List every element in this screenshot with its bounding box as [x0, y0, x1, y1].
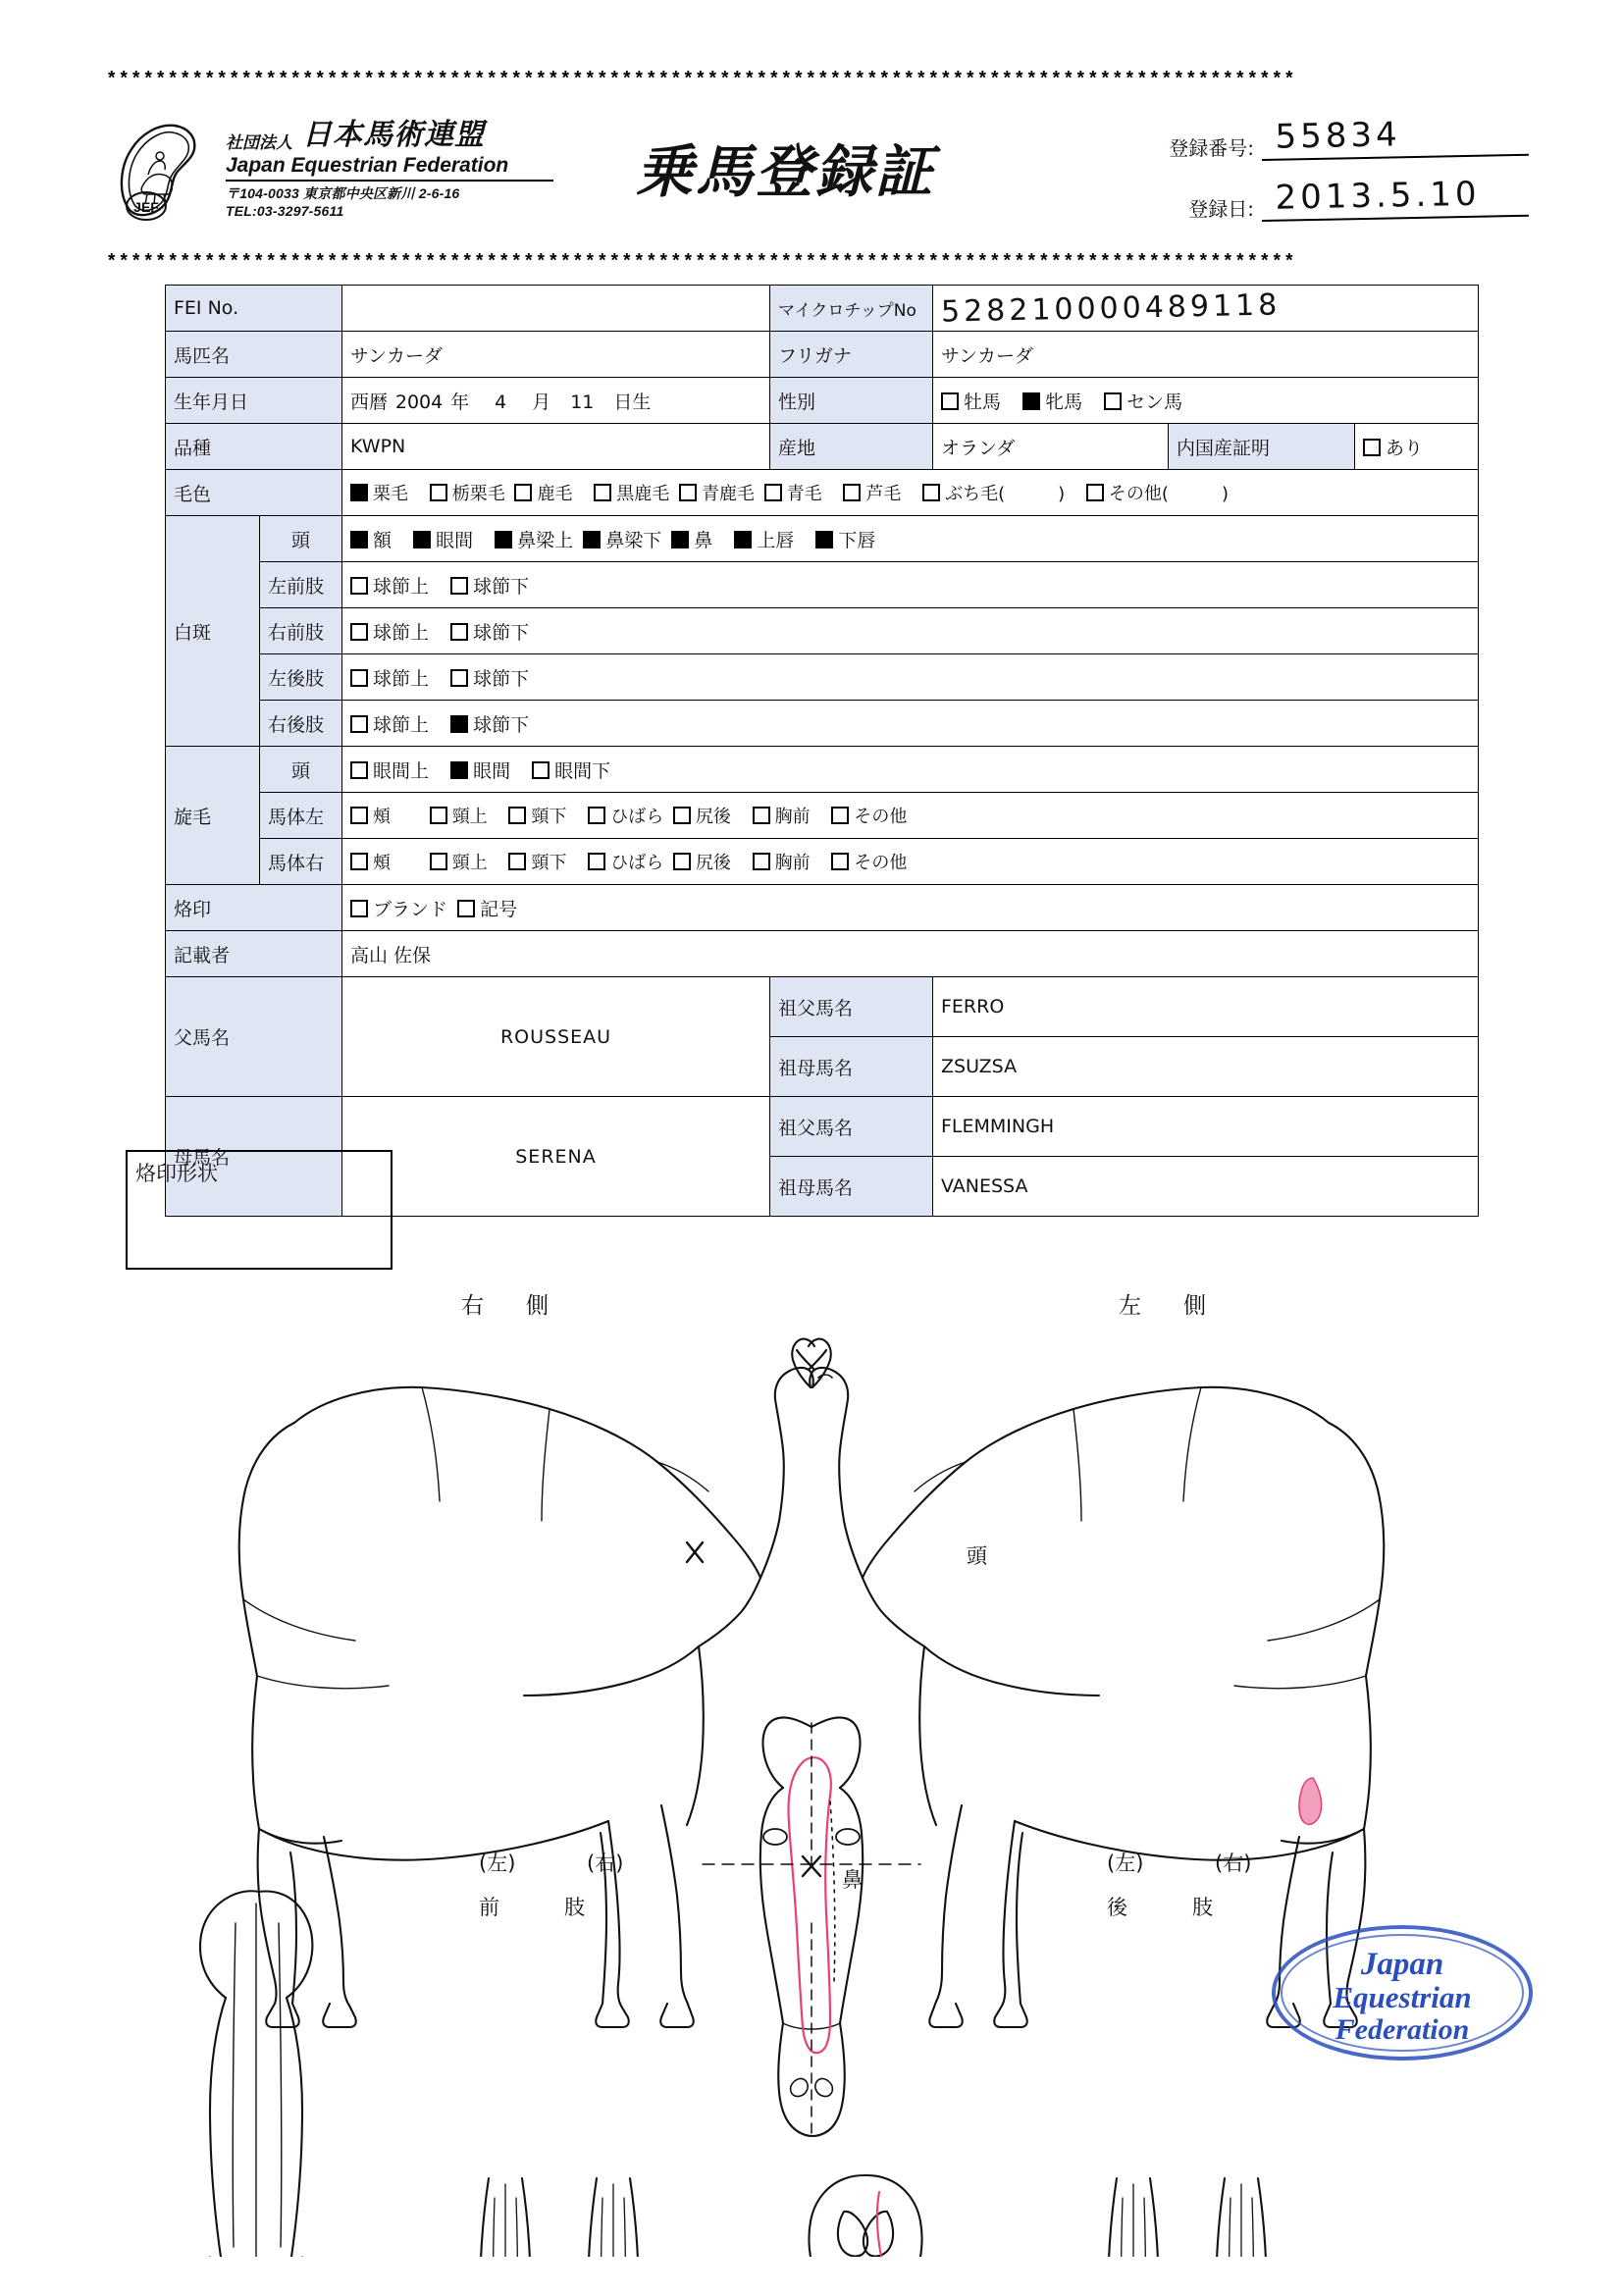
checkbox-whorl-b1-4[interactable]	[673, 853, 691, 870]
coat-option-2-label: 鹿毛	[537, 484, 573, 504]
horse-right-side-view	[239, 1339, 831, 2027]
domestic-checkbox-wrap[interactable]	[1363, 434, 1423, 460]
markings-label: 白斑	[166, 516, 260, 747]
whorl-body-0-opt-6-label: その他	[854, 807, 908, 827]
coat-option-0[interactable]	[350, 480, 408, 505]
checkbox-whorl-b0-3[interactable]	[588, 807, 605, 824]
whorl-body-1-opt-1[interactable]	[430, 849, 488, 874]
marking-head-1[interactable]	[413, 526, 473, 552]
table-row-birth	[166, 378, 1479, 424]
marking-limb-2-opt-0[interactable]	[350, 664, 429, 691]
whorl-body-1-label: 馬体右	[260, 839, 342, 885]
org-legal-form: 社団法人	[226, 133, 292, 153]
sire-value[interactable]: ROUSSEAU	[342, 977, 770, 1097]
horse-name-label: 馬匹名	[166, 332, 342, 378]
checkbox-whorl-head-2[interactable]	[532, 761, 550, 779]
table-row-marking-limb-3	[166, 701, 1479, 747]
microchip-value[interactable]	[933, 286, 1479, 332]
nose-label: 鼻	[842, 1868, 863, 1892]
coat-option-8-label: その他( )	[1108, 484, 1229, 504]
table-row-markings-head	[166, 516, 1479, 562]
marking-limb-3-label: 右後肢	[260, 701, 342, 747]
marking-limb-3-opt-0[interactable]	[350, 710, 429, 737]
table-row-whorl-body-1	[166, 839, 1479, 885]
coat-label: 毛色	[166, 470, 342, 516]
jef-official-stamp	[1272, 1925, 1533, 2061]
whorl-body-0-opt-1[interactable]	[430, 803, 488, 828]
marking-limb-0-opt-0[interactable]	[350, 572, 429, 599]
top-star-rule: *************************************************************************************************	[106, 71, 1296, 89]
sex-options[interactable]	[933, 378, 1479, 424]
marking-limb-1-options[interactable]	[342, 608, 1479, 654]
furigana-value[interactable]: サンカーダ	[933, 332, 1479, 378]
brand-option-0-label: ブランド	[373, 898, 448, 920]
checkbox-marking-head-1[interactable]	[413, 531, 431, 548]
checkbox-marking-head-4[interactable]	[671, 531, 689, 548]
checkbox-whorl-head-0[interactable]	[350, 761, 368, 779]
whorl-body-0-opt-1-label: 頸上	[451, 807, 488, 827]
table-row-recorder	[166, 931, 1479, 977]
whorl-head-2-label: 眼間下	[554, 759, 611, 782]
org-name-jp: 日本馬術連盟	[302, 118, 485, 152]
left-side-label: 左 側	[1119, 1293, 1216, 1319]
coat-option-5[interactable]	[764, 480, 822, 505]
org-address: 〒104-0033 東京都中央区新川 2-6-16	[226, 185, 460, 201]
sex-option-2[interactable]	[1104, 388, 1182, 414]
whorl-body-0-opt-3-label: ひばら	[610, 807, 664, 827]
right-side-label: 右 側	[461, 1293, 558, 1319]
registration-info	[1117, 115, 1529, 239]
horse-head-front-view	[703, 1717, 920, 2139]
hind-leg-marking	[1299, 1778, 1322, 1824]
brand-option-1[interactable]	[457, 895, 517, 921]
whorl-head-2[interactable]	[532, 757, 610, 783]
whorl-label: 旋毛	[166, 747, 260, 885]
table-row-whorl-body-0	[166, 793, 1479, 839]
whorl-body-1-opt-0-label: 頰	[373, 853, 391, 873]
whorl-body-1-opt-3[interactable]	[588, 849, 663, 874]
marking-limb-1-opt-1[interactable]	[450, 618, 529, 645]
coat-option-3-label: 黒鹿毛	[616, 484, 670, 504]
whorl-body-0-opt-6[interactable]	[831, 803, 907, 828]
registration-number-value: 55834	[1261, 113, 1529, 161]
whorl-body-0-label: 馬体左	[260, 793, 342, 839]
horse-left-side-view	[792, 1339, 1384, 2027]
breed-label: 品種	[166, 424, 342, 470]
marking-limb-0-opt-1-label: 球節下	[473, 575, 530, 598]
table-row-coat	[166, 470, 1479, 516]
stamp-line-3: Federation	[1335, 2013, 1470, 2046]
whorl-body-0-options[interactable]	[342, 793, 1479, 839]
coat-option-0-label: 栗毛	[373, 484, 408, 504]
whorl-head-options[interactable]	[342, 747, 1479, 793]
sire-grandsire-label: 祖父馬名	[770, 977, 933, 1037]
checkbox-whorl-b0-5[interactable]	[753, 807, 770, 824]
microchip-handwritten: 528210000489118	[940, 287, 1282, 330]
whorl-body-0-opt-5[interactable]	[753, 803, 811, 828]
table-row-marking-limb-1	[166, 608, 1479, 654]
checkbox-sex-1[interactable]	[1022, 392, 1040, 410]
checkbox-whorl-b1-6[interactable]	[831, 853, 849, 870]
marking-limb-0-opt-1[interactable]	[450, 572, 529, 599]
marking-limb-1-opt-1-label: 球節下	[473, 621, 530, 644]
birth-month: 4	[495, 391, 507, 413]
marking-head-2[interactable]	[495, 526, 573, 552]
checkbox-brand-0[interactable]	[350, 900, 368, 917]
org-name-en: Japan Equestrian Federation	[226, 154, 509, 177]
checkbox-whorl-head-1[interactable]	[450, 761, 468, 779]
recorder-value[interactable]: 高山 佐保	[342, 931, 1479, 977]
marking-limb-3-opt-1[interactable]	[450, 710, 529, 737]
furigana-label: フリガナ	[770, 332, 933, 378]
fei-label: FEI No.	[166, 286, 342, 332]
checkbox-whorl-b0-1[interactable]	[430, 807, 447, 824]
whorl-head-1-label: 眼間	[473, 759, 511, 782]
checkbox-domestic[interactable]	[1363, 439, 1381, 456]
horse-diagram-area	[0, 1177, 1623, 2257]
table-row-sire-grandsire	[166, 977, 1479, 1037]
table-row-marking-limb-0	[166, 562, 1479, 608]
dam-granddam-value[interactable]: VANESSA	[933, 1157, 1479, 1217]
markings-head-options[interactable]	[342, 516, 1479, 562]
whorl-head-0-label: 眼間上	[373, 759, 430, 782]
sex-option-0[interactable]	[941, 388, 1001, 414]
whorl-head-label: 頭	[260, 747, 342, 793]
whorl-body-1-opt-5-label: 胸前	[774, 853, 811, 873]
marking-head-1-label: 眼間	[436, 529, 474, 551]
brand-shape-label: 烙印形状	[135, 1162, 218, 1185]
brand-options[interactable]	[342, 885, 1479, 931]
coat-option-5-label: 青毛	[786, 484, 822, 504]
checkbox-limb-1-0[interactable]	[350, 623, 368, 641]
limb-diagrams	[480, 2175, 1266, 2257]
marking-head-4-label: 鼻	[694, 529, 713, 551]
marking-limb-3-options[interactable]	[342, 701, 1479, 747]
sex-label: 性別	[770, 378, 933, 424]
checkbox-whorl-b0-6[interactable]	[831, 807, 849, 824]
fore-right-label: (右)	[587, 1852, 624, 1875]
checkbox-whorl-b0-0[interactable]	[350, 807, 368, 824]
coat-option-4[interactable]	[679, 480, 755, 505]
table-row-dam-grandsire	[166, 1097, 1479, 1157]
checkbox-sex-0[interactable]	[941, 392, 959, 410]
recorder-label: 記載者	[166, 931, 342, 977]
coat-option-6-label: 芦毛	[865, 484, 902, 504]
sex-option-1-label: 牝馬	[1045, 391, 1083, 413]
whorl-head-0[interactable]	[350, 757, 429, 783]
whorl-body-1-opt-3-label: ひばら	[610, 853, 664, 873]
whorl-body-0-opt-3[interactable]	[588, 803, 663, 828]
coat-option-7-label: ぶち毛( )	[945, 484, 1066, 504]
whorl-body-1-opt-5[interactable]	[753, 849, 811, 874]
whorl-body-0-opt-0[interactable]	[350, 803, 391, 828]
checkbox-coat-1[interactable]	[430, 484, 447, 501]
table-row-marking-limb-2	[166, 654, 1479, 701]
foreleg-label: 前 肢	[479, 1896, 593, 1919]
registration-number-row	[1117, 115, 1529, 161]
registration-table	[165, 285, 1479, 1217]
checkbox-coat-3[interactable]	[594, 484, 611, 501]
hindleg-label: 後 肢	[1107, 1896, 1221, 1919]
sex-option-1[interactable]	[1022, 388, 1082, 414]
coat-option-1[interactable]	[430, 480, 505, 505]
marking-limb-3-opt-0-label: 球節上	[373, 713, 430, 736]
checkbox-coat-2[interactable]	[514, 484, 532, 501]
marking-head-5[interactable]	[734, 526, 794, 552]
checkbox-marking-head-5[interactable]	[734, 531, 752, 548]
coat-option-6[interactable]	[843, 480, 901, 505]
markings-head-label: 頭	[260, 516, 342, 562]
stamp-line-2: Equestrian	[1333, 1980, 1472, 2014]
coat-option-2[interactable]	[514, 480, 572, 505]
birth-year-unit: 年	[450, 391, 470, 413]
whorl-body-1-options[interactable]	[342, 839, 1479, 885]
birth-month-unit: 月	[532, 391, 551, 413]
checkbox-sex-2[interactable]	[1104, 392, 1122, 410]
checkbox-coat-4[interactable]	[679, 484, 697, 501]
coat-option-1-label: 栃栗毛	[451, 484, 505, 504]
marking-limb-2-label: 左後肢	[260, 654, 342, 701]
horse-name-value[interactable]: サンカーダ	[342, 332, 770, 378]
whorl-body-1-opt-2[interactable]	[508, 849, 566, 874]
whorl-body-0-opt-2-label: 頸下	[531, 807, 567, 827]
registration-date-value: 2013.5.10	[1261, 174, 1529, 222]
checkbox-whorl-b1-3[interactable]	[588, 853, 605, 870]
checkbox-marking-head-6[interactable]	[815, 531, 833, 548]
brand-option-1-label: 記号	[480, 898, 518, 920]
checkbox-limb-2-1[interactable]	[450, 669, 468, 687]
checkbox-whorl-b1-1[interactable]	[430, 853, 447, 870]
birth-year: 2004	[394, 391, 444, 413]
domestic-option-label: あり	[1386, 437, 1424, 459]
whorl-body-1-opt-4[interactable]	[673, 849, 731, 874]
table-row-fei	[166, 286, 1479, 332]
birth-day: 11	[570, 391, 595, 413]
org-telephone: TEL:03-3297-5611	[226, 203, 344, 219]
coat-option-8[interactable]	[1086, 480, 1229, 505]
coat-option-7[interactable]	[922, 480, 1065, 505]
marking-limb-3-opt-1-label: 球節下	[473, 713, 530, 736]
marking-head-0[interactable]	[350, 526, 392, 552]
marking-head-3-label: 鼻梁下	[605, 529, 662, 551]
checkbox-whorl-b1-5[interactable]	[753, 853, 770, 870]
checkbox-marking-head-2[interactable]	[495, 531, 512, 548]
dam-grandsire-label: 祖父馬名	[770, 1097, 933, 1157]
domestic-label: 内国産証明	[1169, 424, 1355, 470]
origin-value[interactable]: オランダ	[933, 424, 1169, 470]
registration-date-row	[1117, 174, 1529, 222]
checkbox-limb-0-1[interactable]	[450, 577, 468, 595]
marking-head-5-label: 上唇	[757, 529, 795, 551]
birth-day-unit: 日生	[613, 391, 652, 413]
whorl-head-1[interactable]	[450, 757, 510, 783]
whorl-body-0-opt-2[interactable]	[508, 803, 566, 828]
coat-option-3[interactable]	[594, 480, 669, 505]
table-row-brand	[166, 885, 1479, 931]
registration-number-label: 登録番号:	[1169, 136, 1254, 160]
domestic-option[interactable]	[1355, 424, 1479, 470]
head-label: 頭	[967, 1544, 987, 1568]
marking-limb-0-opt-0-label: 球節上	[373, 575, 430, 598]
checkbox-coat-5[interactable]	[764, 484, 782, 501]
svg-text:JEF: JEF	[133, 199, 159, 215]
checkbox-marking-head-0[interactable]	[350, 531, 368, 548]
marking-limb-1-opt-0-label: 球節上	[373, 621, 430, 644]
origin-label: 産地	[770, 424, 933, 470]
checkbox-coat-7[interactable]	[922, 484, 940, 501]
checkbox-coat-0[interactable]	[350, 484, 368, 501]
dam-value[interactable]: SERENA	[342, 1097, 770, 1217]
marking-limb-1-opt-0[interactable]	[350, 618, 429, 645]
dam-label: 母馬名	[166, 1097, 342, 1217]
jef-logo-icon	[116, 116, 210, 224]
checkbox-coat-8[interactable]	[1086, 484, 1104, 501]
horse-outline-drawing	[0, 1177, 1623, 2257]
checkbox-limb-2-0[interactable]	[350, 669, 368, 687]
dam-granddam-label: 祖母馬名	[770, 1157, 933, 1217]
whorl-body-1-opt-0[interactable]	[350, 849, 391, 874]
marking-limb-2-opt-0-label: 球節上	[373, 667, 430, 690]
whorl-body-0-opt-5-label: 胸前	[774, 807, 811, 827]
checkbox-whorl-b0-2[interactable]	[508, 807, 526, 824]
checkbox-whorl-b1-2[interactable]	[508, 853, 526, 870]
coat-option-4-label: 青鹿毛	[701, 484, 755, 504]
whorl-body-1-opt-6-label: その他	[854, 853, 908, 873]
marking-limb-0-options[interactable]	[342, 562, 1479, 608]
table-row-horse-name	[166, 332, 1479, 378]
sire-label: 父馬名	[166, 977, 342, 1097]
checkbox-brand-1[interactable]	[457, 900, 475, 917]
whorl-body-1-opt-1-label: 頸上	[451, 853, 488, 873]
whorl-body-1-opt-4-label: 尻後	[695, 853, 731, 873]
marking-head-2-label: 鼻梁上	[517, 529, 574, 551]
document-header	[106, 108, 1529, 235]
marking-head-6-label: 下唇	[838, 529, 876, 551]
checkbox-whorl-b0-4[interactable]	[673, 807, 691, 824]
whorl-body-1-opt-6[interactable]	[831, 849, 907, 874]
marking-limb-2-opt-1-label: 球節下	[473, 667, 530, 690]
stamp-line-1: Japan	[1360, 1947, 1444, 1982]
marking-limb-0-label: 左前肢	[260, 562, 342, 608]
microchip-label: マイクロチップNo	[770, 286, 933, 332]
table-row-breed	[166, 424, 1479, 470]
hind-left-label: (左)	[1107, 1852, 1144, 1875]
birth-label: 生年月日	[166, 378, 342, 424]
marking-limb-2-options[interactable]	[342, 654, 1479, 701]
checkbox-limb-3-0[interactable]	[350, 715, 368, 733]
checkbox-coat-6[interactable]	[843, 484, 861, 501]
document-title: 乗馬登録証	[636, 138, 936, 205]
birth-era: 西暦	[350, 391, 389, 413]
marking-head-3[interactable]	[583, 526, 661, 552]
checkbox-whorl-b1-0[interactable]	[350, 853, 368, 870]
birth-value[interactable]	[342, 378, 770, 424]
checkbox-limb-1-1[interactable]	[450, 623, 468, 641]
sire-grandsire-value[interactable]: FERRO	[933, 977, 1479, 1037]
sex-option-2-label: セン馬	[1126, 391, 1183, 413]
marking-head-4[interactable]	[671, 526, 712, 552]
registration-date-label: 登録日:	[1188, 197, 1254, 221]
sex-option-0-label: 牡馬	[964, 391, 1002, 413]
whorl-body-0-opt-4[interactable]	[673, 803, 731, 828]
sire-granddam-value[interactable]: ZSUZSA	[933, 1037, 1479, 1097]
table-row-whorl-head	[166, 747, 1479, 793]
breed-value[interactable]: KWPN	[342, 424, 770, 470]
checkbox-marking-head-3[interactable]	[583, 531, 601, 548]
checkbox-limb-3-1[interactable]	[450, 715, 468, 733]
brand-option-0[interactable]	[350, 895, 447, 921]
fei-value[interactable]	[342, 286, 770, 332]
bottom-star-rule: *************************************************************************************************	[106, 253, 1296, 272]
whorl-body-0-opt-4-label: 尻後	[695, 807, 731, 827]
coat-options[interactable]	[342, 470, 1479, 516]
marking-head-6[interactable]	[815, 526, 875, 552]
marking-limb-2-opt-1[interactable]	[450, 664, 529, 691]
fore-left-label: (左)	[479, 1852, 516, 1875]
organization-block	[226, 110, 579, 219]
checkbox-limb-0-0[interactable]	[350, 577, 368, 595]
marking-head-0-label: 額	[373, 529, 393, 551]
whorl-body-1-opt-2-label: 頸下	[531, 853, 567, 873]
sire-granddam-label: 祖母馬名	[770, 1037, 933, 1097]
whorl-body-0-opt-0-label: 頰	[373, 807, 391, 827]
brand-label: 烙印	[166, 885, 342, 931]
dam-grandsire-value[interactable]: FLEMMINGH	[933, 1097, 1479, 1157]
marking-limb-1-label: 右前肢	[260, 608, 342, 654]
hind-right-label: (右)	[1215, 1852, 1252, 1875]
org-divider	[226, 180, 553, 182]
